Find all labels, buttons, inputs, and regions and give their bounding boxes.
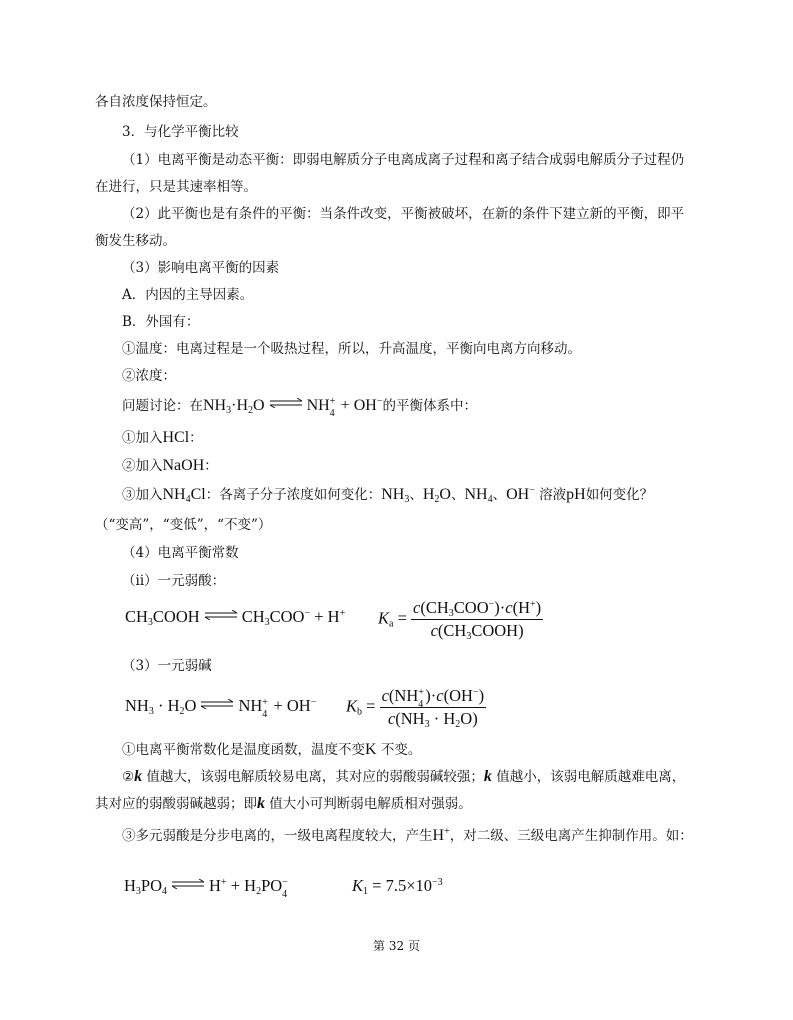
paragraph-line: ②k 值越大，该弱电解质较易电离，其对应的弱酸弱碱较强；k 值越小，该弱电解质越难电离，: [122, 768, 686, 785]
ka-fraction: $\frac{c(CH_3COO^-)\cdot c(H^+)}{c(CH_3COOH)}$: [413, 598, 542, 642]
paragraph-line: 衡发生移动。: [95, 233, 176, 249]
kb-expression: $K_b$ = c(NH + 4 )·c(OH−) $c(NH_3 \cdot H_2O)$: [346, 686, 485, 730]
paragraph-line: 各自浓度保持恒定。: [95, 94, 217, 110]
equilibrium-arrow-icon: [170, 879, 206, 889]
paragraph-line: 其对应的弱酸弱碱越弱；即k 值大小可判断弱电解质相对强弱。: [95, 795, 472, 812]
paragraph-line: （1）电离平衡是动态平衡：即弱电解质分子电离成离子过程和离子结合成弱电解质分子过程仍: [122, 152, 685, 168]
paragraph-line: A．内因的主导因素。: [122, 287, 254, 303]
ammonia-equation: $NH_3\cdot H_2O$ NH + 4 + OH−: [203, 396, 383, 419]
equilibrium-arrow-icon: [268, 398, 304, 408]
paragraph-line: 在进行，只是其速率相等。: [95, 179, 257, 195]
phosphoric-acid-equation: $H_3PO_4$ $H^+ + H_2PO$ − 4: [124, 876, 288, 900]
equilibrium-arrow-icon: [203, 610, 239, 620]
subheading: （ⅱ）一元弱酸：: [122, 573, 226, 589]
discussion-item: ③加入$NH_4Cl$：各离子分子浓度如何变化：$NH_3$、$H_2O$、$NH_4$、OH− 溶液pH如何变化？: [122, 485, 654, 505]
paragraph-line: （2）此平衡也是有条件的平衡：当条件改变，平衡被破坏，在新的条件下建立新的平衡，即平: [122, 206, 685, 222]
ka-expression: $K_a$ = $\frac{c(CH_3COO^-)\cdot c(H^+)}{c(CH_3COOH)}$: [378, 598, 542, 642]
ammonia-base-equation: $NH_3 \cdot H_2O$ NH + 4 + OH−: [125, 696, 317, 720]
discussion-line: 问题讨论：在$NH_3\cdot H_2O$ NH + 4 + OH−的平衡体系中：: [122, 396, 477, 419]
page-number: 第 32 页: [373, 939, 420, 953]
paragraph-line: B．外国有：: [122, 314, 200, 330]
discussion-item: ①加入HCl：: [122, 429, 203, 446]
subheading: （3）一元弱碱: [122, 658, 212, 674]
discussion-item: ②加入NaOH：: [122, 457, 218, 474]
paragraph-line: ①电离平衡常数化是温度函数，温度不变K 不变。: [122, 741, 422, 758]
k1-expression: $K_1 = 7.5\times 10^{-3}$: [352, 876, 443, 897]
subheading: （4）电离平衡常数: [122, 545, 239, 561]
paragraph-line: ③多元弱酸是分步电离的，一级电离程度较大，产生H+，对二级、三级电离产生抑制作用。如：: [122, 826, 693, 844]
section-heading: 3．与化学平衡比较: [122, 124, 239, 140]
paragraph-line: ①温度：电离过程是一个吸热过程，所以，升高温度，平衡向电离方向移动。: [122, 341, 581, 357]
paragraph-line: （“变高”，“变低”，“不变”）: [95, 517, 272, 533]
subheading: （3）影响电离平衡的因素: [122, 260, 280, 276]
paragraph-line: ②浓度：: [122, 368, 176, 384]
equilibrium-arrow-icon: [199, 699, 235, 709]
acetic-acid-equation: $CH_3COOH$ $CH_3COO^- + H^+$: [125, 607, 346, 628]
kb-fraction: c(NH + 4 )·c(OH−) $c(NH_3 \cdot H_2O)$: [381, 686, 485, 730]
